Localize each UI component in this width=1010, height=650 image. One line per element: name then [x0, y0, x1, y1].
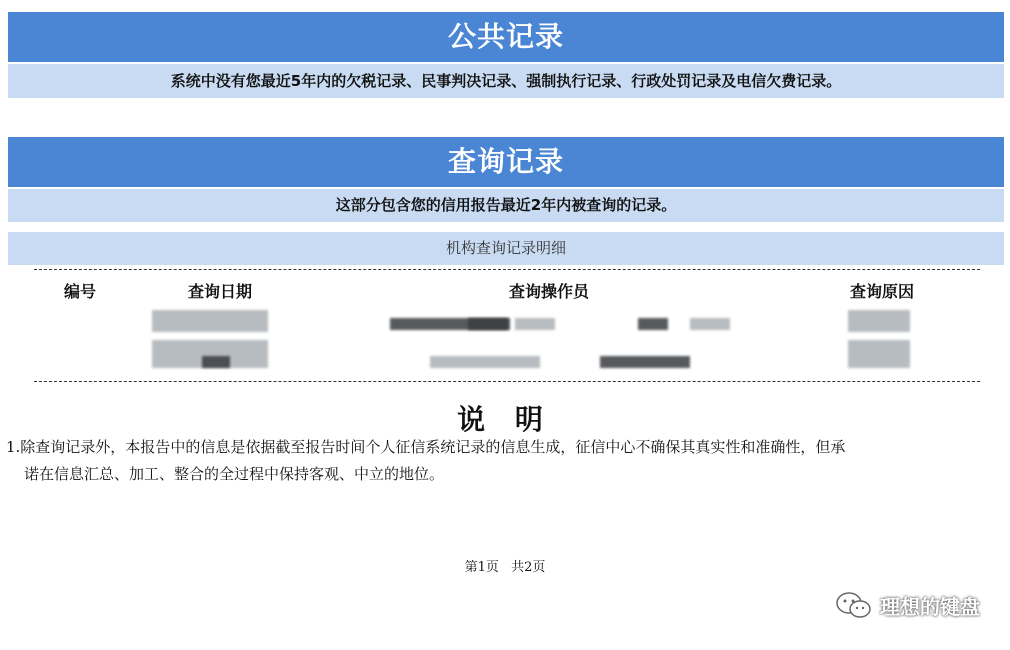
query-records-message: 这部分包含您的信用报告最近2年内被查询的记录。	[8, 189, 1004, 222]
column-header-query-reason: 查询原因	[850, 282, 915, 301]
redacted-operator	[600, 356, 690, 368]
total-pages: 共2页	[511, 560, 546, 575]
column-header-query-date: 查询日期	[188, 282, 253, 301]
notes-title: 说 明	[457, 403, 553, 436]
query-records-title: 查询记录	[8, 137, 1004, 187]
column-header-number: 编号	[64, 282, 97, 301]
column-header-operator: 查询操作员	[509, 282, 590, 301]
redacted-reason	[848, 340, 910, 368]
notes-body	[6, 434, 996, 488]
redacted-operator	[638, 318, 668, 330]
current-page: 第1页	[464, 560, 499, 575]
notes-item-1-line-1: 1.除查询记录外，本报告中的信息是依据截至报告时间个人征信系统记录的信息生成，征信中心不确保其真实性和准确性，但承	[6, 438, 846, 456]
table-bottom-divider	[34, 381, 980, 382]
redacted-date	[152, 310, 268, 332]
public-records-message: 系统中没有您最近5年内的欠税记录、民事判决记录、强制执行记录、行政处罚记录及电信欠费记录。	[8, 64, 1004, 98]
watermark	[834, 590, 980, 620]
institution-query-detail-title: 机构查询记录明细	[8, 232, 1004, 265]
redacted-operator	[515, 318, 555, 330]
watermark-text: 理想的键盘	[880, 594, 980, 619]
redacted-operator	[690, 318, 730, 330]
page-indicator	[0, 556, 1010, 575]
wechat-icon	[834, 590, 874, 620]
table-top-divider	[34, 269, 980, 270]
redacted-reason	[848, 310, 910, 332]
redacted-date	[202, 356, 230, 368]
public-records-title: 公共记录	[8, 12, 1004, 62]
redacted-operator	[430, 356, 540, 368]
notes-item-1-line-2: 诺在信息汇总、加工、整合的全过程中保持客观、中立的地位。	[24, 465, 445, 483]
redacted-operator	[468, 318, 508, 330]
